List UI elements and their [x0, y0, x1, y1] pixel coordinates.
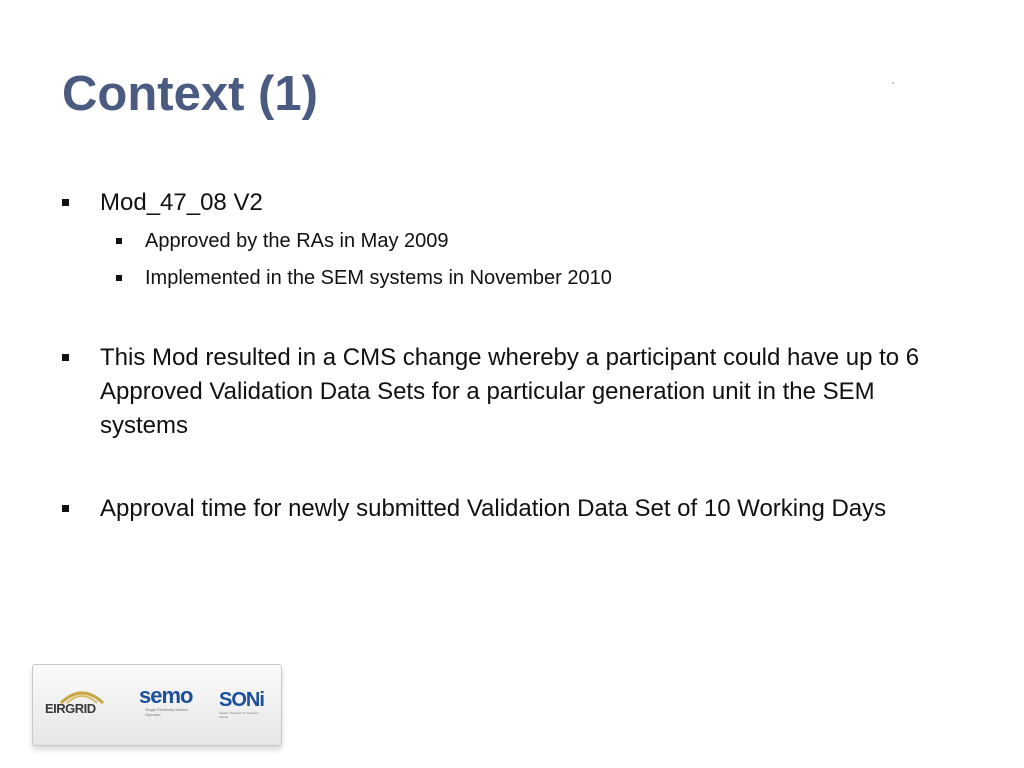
partner-logos-panel [32, 664, 282, 746]
semo-logo-text: semo [139, 683, 193, 708]
eirgrid-logo [45, 687, 115, 719]
semo-logo-subtitle: Single Electricity Market Operator [145, 707, 188, 717]
slide-title: Context (1) [62, 67, 318, 121]
square-bullet-icon [116, 238, 122, 244]
sub-bullet-text: Implemented in the SEM systems in November 2010 [145, 267, 612, 289]
square-bullet-icon [62, 505, 69, 512]
eirgrid-logo-text: EIRGRID [45, 701, 96, 716]
square-bullet-icon [62, 354, 69, 361]
square-bullet-icon [62, 199, 69, 206]
soni-logo [219, 689, 267, 721]
bullet-text: Mod_47_08 V2 [100, 189, 263, 216]
square-bullet-icon [116, 275, 122, 281]
bullet-text: This Mod resulted in a CMS change whereby a participant could have up to 6 Approved Validation Data Sets for a particular generation unit in the SEM systems [100, 344, 920, 439]
bullet-text: Approval time for newly submitted Validation Data Set of 10 Working Days [100, 495, 887, 522]
decorative-dot [892, 82, 894, 84]
soni-logo-text: SONi [219, 689, 264, 711]
semo-logo [133, 683, 197, 723]
sub-bullet-text: Approved by the RAs in May 2009 [145, 230, 449, 252]
soni-logo-subtitle: System Operator for Northern Ireland [219, 711, 259, 719]
